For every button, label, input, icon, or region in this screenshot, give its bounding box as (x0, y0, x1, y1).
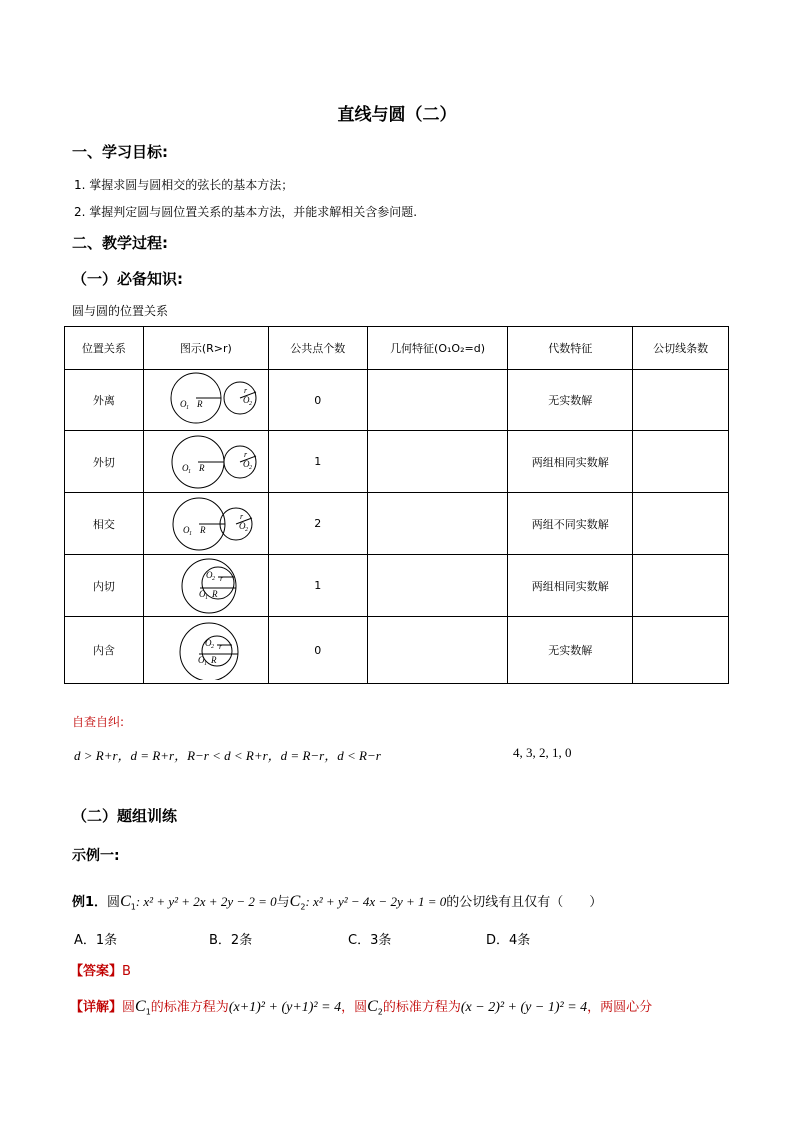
algebraic-cell: 无实数解 (508, 617, 633, 684)
example1-c1-sub: 1 (130, 902, 136, 912)
example1-eq2: : x² + y² − 4x − 2y + 1 = 0 (305, 894, 447, 909)
geometric-cell (367, 370, 508, 431)
big-center-subscript: 1 (188, 530, 192, 537)
header-diagram: 图示(R>r) (143, 327, 268, 370)
relation-cell: 相交 (65, 493, 144, 555)
small-center-label: O (205, 569, 213, 580)
diagram-cell (143, 617, 268, 684)
answer-line (70, 960, 131, 979)
points-cell: 2 (268, 493, 367, 555)
circle-diagram-contained (146, 620, 266, 680)
header-geometric: 几何特征(O₁O₂=d) (367, 327, 508, 370)
answer-value: B (122, 964, 131, 979)
relation-cell: 外离 (65, 370, 144, 431)
big-circle (182, 559, 236, 613)
detail-t3: ，圆 (341, 1000, 368, 1015)
option-c: C．3条 (348, 933, 392, 948)
option-b: B．2条 (209, 933, 253, 948)
algebraic-cell: 两组相同实数解 (508, 555, 633, 617)
points-cell: 1 (268, 555, 367, 617)
big-radius-label: R (211, 588, 218, 599)
big-radius-label: R (199, 524, 206, 535)
small-radius-label: r (219, 573, 223, 583)
table-row (65, 493, 729, 555)
diagram-cell (143, 370, 268, 431)
detail-eq1: (x+1)² + (y+1)² = 4 (228, 1000, 342, 1015)
circle-diagram-internal-tangent (146, 556, 266, 616)
page-title: 直线与圆（二） (337, 105, 457, 125)
tangents-cell (633, 370, 729, 431)
big-radius-label: R (196, 399, 203, 409)
big-center-label: O (181, 462, 189, 473)
circle-diagram-intersecting (146, 494, 266, 554)
example1-eq1: : x² + y² + 2x + 2y − 2 = 0 (135, 894, 277, 909)
diagram-cell (143, 493, 268, 555)
detail-eq2: (x − 2)² + (y − 1)² = 4 (460, 1000, 588, 1015)
detail-c2: C (367, 998, 378, 1015)
small-center-label: O (204, 638, 212, 648)
circle-diagram-external-separate (146, 370, 266, 430)
table-row (65, 617, 729, 684)
big-radius-label: R (198, 462, 205, 473)
subsection-heading-knowledge: （一）必备知识: (72, 270, 183, 288)
example1-text-b: 与 (276, 895, 290, 910)
points-cell: 0 (268, 370, 367, 431)
detail-t5: ，两圆心分 (587, 1000, 653, 1015)
points-cell: 1 (268, 431, 367, 493)
diagram-cell (143, 555, 268, 617)
big-center-subscript: 1 (185, 405, 189, 411)
algebraic-cell: 无实数解 (508, 370, 633, 431)
tangents-cell (633, 431, 729, 493)
header-relation: 位置关系 (65, 327, 144, 370)
circle-diagram-external-tangent (146, 432, 266, 492)
big-circle (180, 623, 238, 680)
self-check-numbers: 4, 3, 2, 1, 0 (513, 745, 572, 760)
algebraic-cell: 两组相同实数解 (508, 431, 633, 493)
goal-item-1: 1. 掌握求圆与圆相交的弦长的基本方法； (74, 178, 294, 192)
example1-c2: C (289, 893, 301, 910)
geometric-cell (367, 555, 508, 617)
self-check-conditions: d > R+r，d = R+r，R−r < d < R+r，d = R−r，d < R−r (74, 748, 381, 763)
table-header-row (65, 327, 729, 370)
example1-label: 例1． (72, 895, 108, 910)
example1-question (72, 891, 602, 912)
detail-c1: C (135, 998, 146, 1015)
table-row (65, 555, 729, 617)
geometric-cell (367, 493, 508, 555)
geometric-cell (367, 617, 508, 684)
small-radius-label: r (218, 642, 222, 651)
subsection-heading-exercises: （二）题组训练 (72, 807, 178, 825)
detail-t2: 的标准方程为 (150, 1000, 229, 1015)
relation-cell: 内含 (65, 617, 144, 684)
big-center-label: O (197, 655, 205, 665)
big-center-label: O (182, 524, 190, 535)
detail-c1-sub: 1 (145, 1007, 151, 1017)
header-points: 公共点个数 (268, 327, 367, 370)
example1-text-a: 圆 (107, 895, 121, 910)
self-check-label: 自查自纠: (72, 715, 125, 729)
tangents-cell (633, 493, 729, 555)
detail-t1: 圆 (122, 1000, 136, 1015)
small-center-subscript: 2 (248, 464, 252, 471)
circle-position-table (64, 326, 729, 684)
section-heading-process: 二、教学过程: (72, 234, 168, 252)
big-center-label: O (198, 588, 206, 599)
big-radius-label: R (210, 655, 217, 665)
example1-c2-sub: 2 (300, 902, 306, 912)
detail-line (70, 996, 652, 1017)
example1-text-c: 的公切线有且仅有（ ） (446, 895, 603, 910)
small-center-subscript: 2 (248, 401, 252, 407)
small-radius-label: r (243, 449, 247, 459)
table-row (65, 431, 729, 493)
relation-cell: 内切 (65, 555, 144, 617)
relation-cell: 外切 (65, 431, 144, 493)
section-heading-goals: 一、学习目标: (72, 143, 168, 161)
example-heading: 示例一: (72, 848, 120, 864)
big-center-subscript: 1 (203, 661, 207, 667)
small-center-label: O (242, 395, 250, 405)
header-algebraic: 代数特征 (508, 327, 633, 370)
big-center-subscript: 1 (204, 594, 208, 601)
table-row (65, 370, 729, 431)
tangents-cell (633, 617, 729, 684)
small-center-label: O (242, 458, 250, 469)
small-center-subscript: 2 (211, 575, 215, 582)
option-a: A．1条 (74, 933, 118, 948)
big-center-subscript: 1 (187, 468, 191, 475)
answer-tag: 【答案】 (70, 964, 123, 979)
small-radius-label: r (239, 511, 243, 521)
geometric-cell (367, 431, 508, 493)
small-center-label: O (238, 520, 246, 531)
table-caption: 圆与圆的位置关系 (72, 304, 169, 318)
option-d: D．4条 (486, 933, 531, 948)
algebraic-cell: 两组不同实数解 (508, 493, 633, 555)
small-center-subscript: 2 (210, 644, 214, 650)
header-tangents: 公切线条数 (633, 327, 729, 370)
tangents-cell (633, 555, 729, 617)
big-center-label: O (179, 399, 187, 409)
points-cell: 0 (268, 617, 367, 684)
detail-tag: 【详解】 (70, 1000, 123, 1015)
small-radius-label: r (243, 386, 247, 395)
detail-t4: 的标准方程为 (382, 1000, 461, 1015)
example1-c1: C (120, 893, 131, 910)
detail-c2-sub: 2 (377, 1007, 383, 1017)
goal-item-2: 2. 掌握判定圆与圆位置关系的基本方法，并能求解相关含参问题. (74, 205, 418, 219)
diagram-cell (143, 431, 268, 493)
small-center-subscript: 2 (244, 526, 248, 533)
